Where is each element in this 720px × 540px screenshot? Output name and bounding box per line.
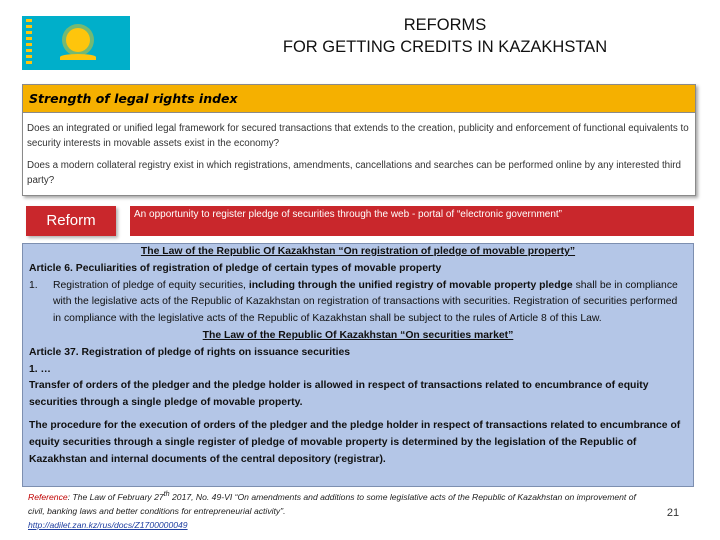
reference-text-pre: : The Law of February 27: [67, 491, 164, 502]
index-question-2: Does a modern collateral registry exist in which registrations, amendments, cancellations and searches can be performed online by any interested third party?: [27, 160, 682, 186]
transfer-paragraph: Transfer of orders of the pledger and the pledge holder is allowed in respect of transactions related to encumbrance of equity securities through a single pledge of movable property.: [29, 380, 649, 409]
article-37-heading: Article 37. Registration of pledge of rights on issuance securities: [29, 346, 351, 358]
index-question-1: Does an integrated or unified legal framework for secured transactions that extends to the creation, publicity and enforcement of functional equivalents to security interests in movable assets exist in the economy?: [27, 123, 689, 149]
law-title-securities: The Law of the Republic Of Kazakhstan “On securities market”: [202, 329, 514, 341]
reference-note: [28, 487, 650, 532]
flag-eagle-icon: [60, 54, 96, 60]
flag-sun-icon: [66, 28, 90, 52]
page-number: 21: [666, 507, 680, 519]
kazakhstan-flag-image: [22, 16, 130, 70]
item-1-text-b: shall be in compliance with the legislative acts of the Republic of Kazakhstan on registration of transactions with securities. Registration of securities performed in compliance with the legislative acts of the Republic of Kazakhstan shall be subject to the rules of Article 8 of this Law.: [53, 279, 678, 325]
slide-title: [160, 14, 720, 58]
article-6-item-1: [29, 278, 687, 328]
reform-description: An opportunity to register pledge of securities through the web - portal of “electronic government”: [130, 206, 694, 236]
law-excerpt-box: [22, 243, 694, 487]
article-6-heading: Article 6. Peculiarities of registration of pledge of certain types of movable property: [29, 262, 442, 274]
article-37-item-1: 1. …: [29, 363, 51, 375]
law-title-pledge: The Law of the Republic Of Kazakhstan “On registration of pledge of movable property”: [140, 246, 576, 257]
reference-sup: th: [163, 490, 170, 498]
reform-label: Reform: [26, 206, 116, 236]
reference-label: Reference: [28, 491, 68, 502]
item-1-text-a: Registration of pledge of equity securities,: [53, 279, 249, 291]
reference-link[interactable]: http://adilet.zan.kz/rus/docs/Z1700000049: [28, 519, 188, 530]
reference-text-post: 2017, No. 49-VI “On amendments and additions to some legislative acts of the Republic of Kazakhstan on improvement of civil, banking laws and better conditions for entrepreneurial activity”.: [28, 491, 636, 516]
item-number: 1.: [29, 279, 38, 291]
flag-ornament: [26, 19, 32, 67]
procedure-paragraph: The procedure for the execution of orders of the pledger and the pledge holder in respect of transactions related to encumbrance of equity securities through a single register of pledge of movable property is determined by the legislation of the Republic of Kazakhstan and internal documents of the central depository (registrar).: [29, 419, 681, 465]
title-line-1: REFORMS: [403, 16, 487, 34]
title-line-2: FOR GETTING CREDITS IN KAZAKHSTAN: [282, 38, 608, 56]
legal-rights-index-box: [22, 84, 696, 196]
legal-rights-index-header: Strength of legal rights index: [23, 85, 695, 113]
item-1-text-bold: including through the unified registry of movable property pledge: [248, 279, 573, 291]
